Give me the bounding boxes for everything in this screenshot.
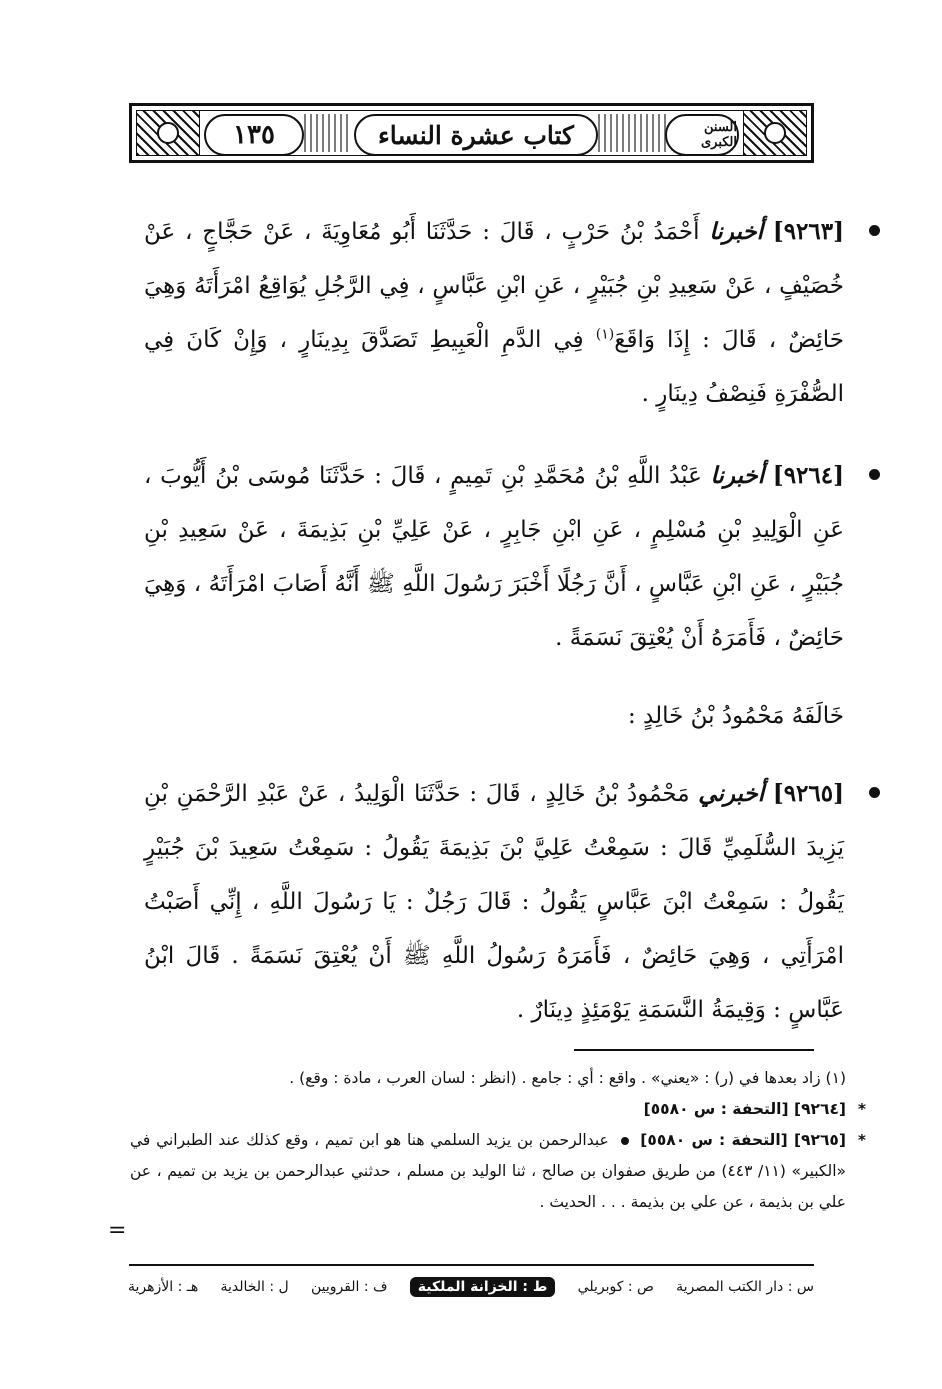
footnote-mark: (١) <box>595 326 615 343</box>
hadith-akhbar: أخبرنا <box>710 462 765 489</box>
header-filler-right <box>598 114 668 152</box>
siglum-ha: هـ : الأزهرية <box>128 1279 199 1295</box>
page-header <box>129 103 814 163</box>
hadith-ref: [٩٢٦٣] <box>772 218 845 245</box>
right-ornament-icon <box>743 110 807 156</box>
bullet-icon <box>869 225 880 236</box>
continuation-mark: = <box>108 1218 127 1243</box>
siglum-fa: ف : القرويين <box>310 1279 388 1295</box>
sigla-rule <box>129 1264 814 1266</box>
chapter-title: كتاب عشرة النساء <box>378 120 574 150</box>
hadith-ref: [٩٢٦٤] <box>772 462 844 489</box>
hadith-akhbar: أخبرني <box>698 780 765 807</box>
siglum-sad: ص : كوبريلي <box>577 1279 654 1295</box>
star-icon: * <box>857 1100 866 1118</box>
footnote-2-text: [٩٢٦٤] [التحفة : س ٥٥٨٠] <box>643 1100 846 1118</box>
bullet-icon <box>869 469 880 480</box>
hadith-text: مَحْمُودُ بْنُ خَالِدٍ ، قَالَ : حَدَّثَنَا الْوَلِيدُ ، عَنْ عَبْدِ الرَّحْمَنِ بْنِ يَزِيدَ السُّلَمِيِّ قَالَ : سَمِعْتُ عَلِيَّ بْنَ بَذِيمَةَ يَقُولُ : سَمِعْتُ سَعِيدَ بْنَ جُبَيْرٍ يَقُولُ : سَمِعْتُ ابْنَ عَبَّاسٍ يَقُولُ : قَالَ رَجُلٌ : يَا رَسُولَ اللَّهِ ، إِنِّي أَصَبْتُ امْرَأَتِي ، وَهِيَ حَائِضٌ ، فَأَمَرَهُ رَسُولُ اللَّهِ ﷺ أَنْ يُعْتِقَ نَسَمَةً . قَالَ ابْنُ عَبَّاسٍ : وَقِيمَةُ النَّسَمَةِ يَوْمَئِذٍ دِينَارٌ . <box>144 781 844 1023</box>
hadith-9264 <box>144 449 844 665</box>
hadith-akhbar: أخبرنا <box>709 218 763 245</box>
footnote-2 <box>130 1094 866 1125</box>
chapter-title-cartouche <box>354 114 598 156</box>
hadith-9263 <box>144 205 844 421</box>
hadith-text-cont: فِي الدَّمِ الْعَبِيطِ تَصَدَّقَ بِدِينَارٍ ، وَإِنْ كَانَ فِي الصُّفْرَةِ فَنِصْفُ دِينَارٍ . <box>144 327 844 407</box>
bullet-icon <box>621 1137 629 1145</box>
hadith-9265 <box>144 767 844 1037</box>
siglum-ta: ط : الخزانة الملكية <box>410 1277 556 1297</box>
bullet-icon <box>869 787 880 798</box>
page-number: ١٣٥ <box>233 120 275 150</box>
series-badge <box>665 114 739 156</box>
hadith-ref: [٩٢٦٥] <box>772 780 845 807</box>
ornament-dot-icon <box>157 122 179 144</box>
ornament-dot-icon <box>764 122 786 144</box>
page-number-cartouche <box>204 114 304 156</box>
subheading: خَالَفَهُ مَحْمُودُ بْنُ خَالِدٍ : <box>628 703 844 729</box>
star-icon: * <box>857 1131 866 1149</box>
left-ornament-icon <box>136 110 200 156</box>
main-text <box>144 200 844 1037</box>
footnote-3-ref: [٩٢٦٥] [التحفة : س ٥٥٨٠] <box>640 1131 846 1149</box>
hadith-text: أَحْمَدُ بْنُ حَرْبٍ ، قَالَ : حَدَّثَنَا أَبُو مُعَاوِيَةَ ، عَنْ حَجَّاجٍ ، عَنْ خُصَيْفٍ ، عَنْ سَعِيدِ بْنِ جُبَيْرٍ ، عَنِ ابْنِ عَبَّاسٍ ، فِي الرَّجُلِ يُوَاقِعُ امْرَأَتَهُ وَهِيَ حَائِضٌ ، قَالَ : إِذَا وَاقَعَ <box>144 219 844 353</box>
siglum-s: س : دار الكتب المصرية <box>676 1279 814 1295</box>
footnotes <box>130 1063 866 1218</box>
footnote-rule <box>574 1049 814 1051</box>
footnote-3 <box>130 1125 866 1218</box>
footnote-3-text: عبدالرحمن بن يزيد السلمي هنا هو ابن تميم ، وقع كذلك عند الطبراني في «الكبير» (١١/ ٤٤٣) من طريق صفوان بن صالح ، ثنا الوليد بن مسلم ، حدثني عبدالرحمن بن يزيد بن تميم ، عن علي بن بذيمة ، عن علي بن بذيمة . . . الحديث . <box>130 1131 846 1211</box>
header-filler-left <box>304 114 350 152</box>
footnote-1: (١) زاد بعدها في (ر) : «يعني» . واقع : أي : جامع . (انظر : لسان العرب ، مادة : وقع) . <box>289 1069 846 1087</box>
hadith-text: عَبْدُ اللَّهِ بْنُ مُحَمَّدِ بْنِ تَمِيمٍ ، قَالَ : حَدَّثَنَا مُوسَى بْنُ أَيُّوبَ ، عَنِ الْوَلِيدِ بْنِ مُسْلِمٍ ، عَنِ ابْنِ جَابِرٍ ، عَنْ عَلِيِّ بْنِ بَذِيمَةَ ، عَنْ سَعِيدِ بْنِ جُبَيْرٍ ، عَنِ ابْنِ عَبَّاسٍ ، أَنَّ رَجُلًا أَخْبَرَ رَسُولَ اللَّهِ ﷺ أَنَّهُ أَصَابَ امْرَأَتَهُ ، وَهِيَ حَائِضٌ ، فَأَمَرَهُ أَنْ يُعْتِقَ نَسَمَةً . <box>144 463 844 651</box>
series-badge-text: السنن الكبرى <box>700 120 737 150</box>
sigla-bar <box>128 1272 814 1302</box>
siglum-lam: ل : الخالدية <box>220 1279 289 1295</box>
